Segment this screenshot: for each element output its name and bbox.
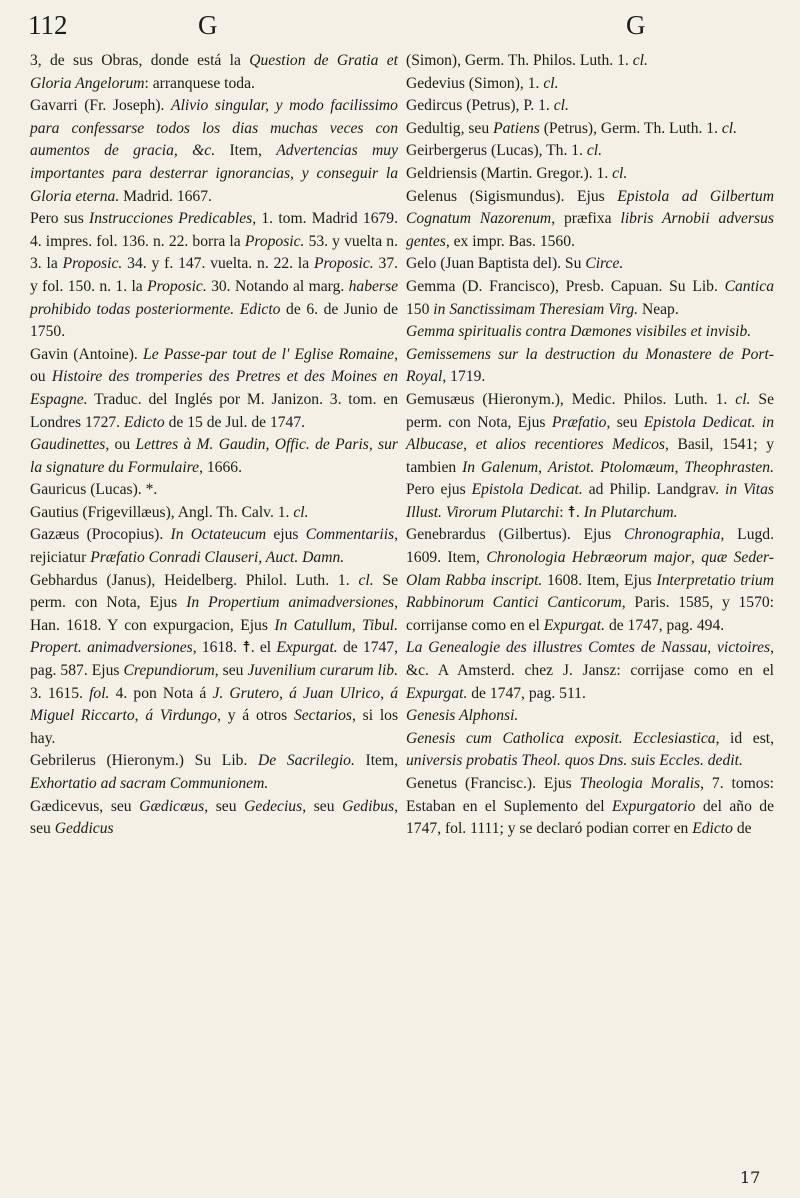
catchword: 17 — [740, 1168, 761, 1187]
entry: Gavarri (Fr. Joseph). Alivio singular, y modo facilissimo para confessarse todos los dias muchas veces con aumentos de gracia, &c. Item, Advertencias muy importantes para desterrar ignorancias, y conseguir la Gloria eterna. Madrid. 1667. — [30, 97, 398, 205]
entry: Gemma spiritualis contra Dæmones visibiles et invisib. — [406, 323, 752, 341]
entry: Gædicevus, seu Gædicæus, seu Gedecius, seu Gedibus, seu Geddicus — [30, 797, 399, 838]
entry: Geirbergerus (Lucas), Th. 1. cl. — [406, 142, 603, 160]
entry: Gavin (Antoine). Le Passe-par tout de l' Eglise Romaine, ou Histoire des tromperies des Pretres et des Moines en Espagne. Traduc. del Inglés por M. Janizon. 3. tom. en Londres 1727. Edicto de 15 de Jul. de 1747. — [30, 345, 398, 431]
entry: Gebhardus (Janus), Heidelberg. Philol. Luth. 1. cl. Se perm. con Nota, Ejus In Propertium animadversiones, Han. 1618. Y con expurgacion, Ejus In Catullum, Tibul. Propert. animadversiones, 1618. ☨. el Expurgat. de 1747, pag. 587. Ejus Crepundiorum, seu Juvenilium curarum lib. 3. 1615. fol. 4. pon Nota á J. Grutero, á Juan Ulrico, á Miguel Riccarto, á Virdungo, y á otros Sectarios, si los hay. — [30, 571, 399, 747]
entry: Geldriensis (Martin. Gregor.). 1. cl. — [406, 164, 628, 182]
section-letter-right: G — [626, 10, 646, 40]
entry: Gemissemens sur la destruction du Monastere de Port-Royal, 1719. — [406, 345, 774, 386]
entry: Genetus (Francisc.). Ejus Theologia Moralis, 7. tomos: Estaban en el Suplemento del Expurgatorio del año de 1747, fol. 1111; y se declaró podian correr en Edicto de — [406, 775, 775, 838]
entry: Gelenus (Sigismundus). Ejus Epistola ad Gilbertum Cognatum Nazorenum, præfixa libris Arnobii adversus gentes, ex impr. Bas. 1560. — [406, 187, 774, 250]
entry: Gazæus (Procopius). In Octateucum ejus Commentariis, rejiciatur Præfatio Conradi Clauseri, Auct. Damn. — [30, 526, 399, 567]
entry: La Genealogie des illustres Comtes de Nassau, victoires, &c. A Amsterd. chez J. Jansz: corrijase como en el Expurgat. de 1747, pag. 511. — [406, 639, 774, 702]
entry: Gedevius (Simon), 1. cl. — [406, 74, 559, 92]
entry: Gaudinettes, ou Lettres à M. Gaudin, Offic. de Paris, sur la signature du Formulaire, 1666. — [30, 436, 398, 476]
entry: (Simon), Germ. Th. Philos. Luth. 1. cl. — [406, 52, 648, 69]
entry: Genebrardus (Gilbertus). Ejus Chronographia, Lugd. 1609. Item, Chronologia Hebræorum major, quæ Seder-Olam Rabba inscript. 1608. Item, Ejus Interpretatio trium Rabbinorum Cantici Canticorum, Paris. 1585, y 1570: corrijanse como en el Expurgat. de 1747, pag. 494. — [406, 526, 774, 634]
page-number: 112 — [28, 10, 68, 40]
page-header — [26, 10, 770, 52]
entry: Pero sus Instrucciones Predicables, 1. tom. Madrid 1679. 4. impres. fol. 136. n. 22. borra la Proposic. 53. y vuelta n. 3. la Proposic. 34. y f. 147. vuelta. n. 22. la Proposic. 37. y fol. 150. n. 1. la Proposic. 30. Notando al marg. haberse prohibido todas posteriormente. Edicto de 6. de Junio de 1750. — [30, 210, 399, 341]
section-letter-left: G — [198, 10, 218, 40]
left-column — [30, 50, 398, 841]
entry: 3, de sus Obras, donde está la Question de Gratia et Gloria Angelorum: arranquese toda. — [30, 52, 398, 92]
entry: Gemusæus (Hieronym.), Medic. Philos. Luth. 1. cl. Se perm. con Nota, Ejus Præfatio, seu Epistola Dedicat. in Albucase, et alios recentiores Medicos, Basil, 1541; y tambien In Galenum, Aristot. Ptolomæum, Theophrasten. Pero ejus Epistola Dedicat. ad Philip. Landgrav. in Vitas Illust. Virorum Plutarchi: ☨. In Plutarchum. — [406, 390, 775, 521]
entry: Gedultig, seu Patiens (Petrus), Germ. Th. Luth. 1. cl. — [406, 119, 738, 137]
entry: Gemma (D. Francisco), Presb. Capuan. Su Lib. Cantica 150 in Sanctissimam Theresiam Virg. Neap. — [406, 277, 774, 318]
entry: Gauricus (Lucas). *. — [30, 481, 158, 499]
entry: Gelo (Juan Baptista del). Su Circe. — [406, 255, 624, 273]
right-column — [406, 50, 774, 841]
entry: Gautius (Frigevillæus), Angl. Th. Calv. 1. cl. — [30, 503, 309, 521]
entry: Genesis cum Catholica exposit. Ecclesiastica, id est, universis probatis Theol. quos Dns. suis Eccles. dedit. — [406, 729, 774, 770]
entry: Genesis Alphonsi. — [406, 707, 519, 725]
entry: Gedircus (Petrus), P. 1. cl. — [406, 97, 569, 115]
entry: Gebrilerus (Hieronym.) Su Lib. De Sacrilegio. Item, Exhortatio ad sacram Communionem. — [30, 752, 398, 792]
